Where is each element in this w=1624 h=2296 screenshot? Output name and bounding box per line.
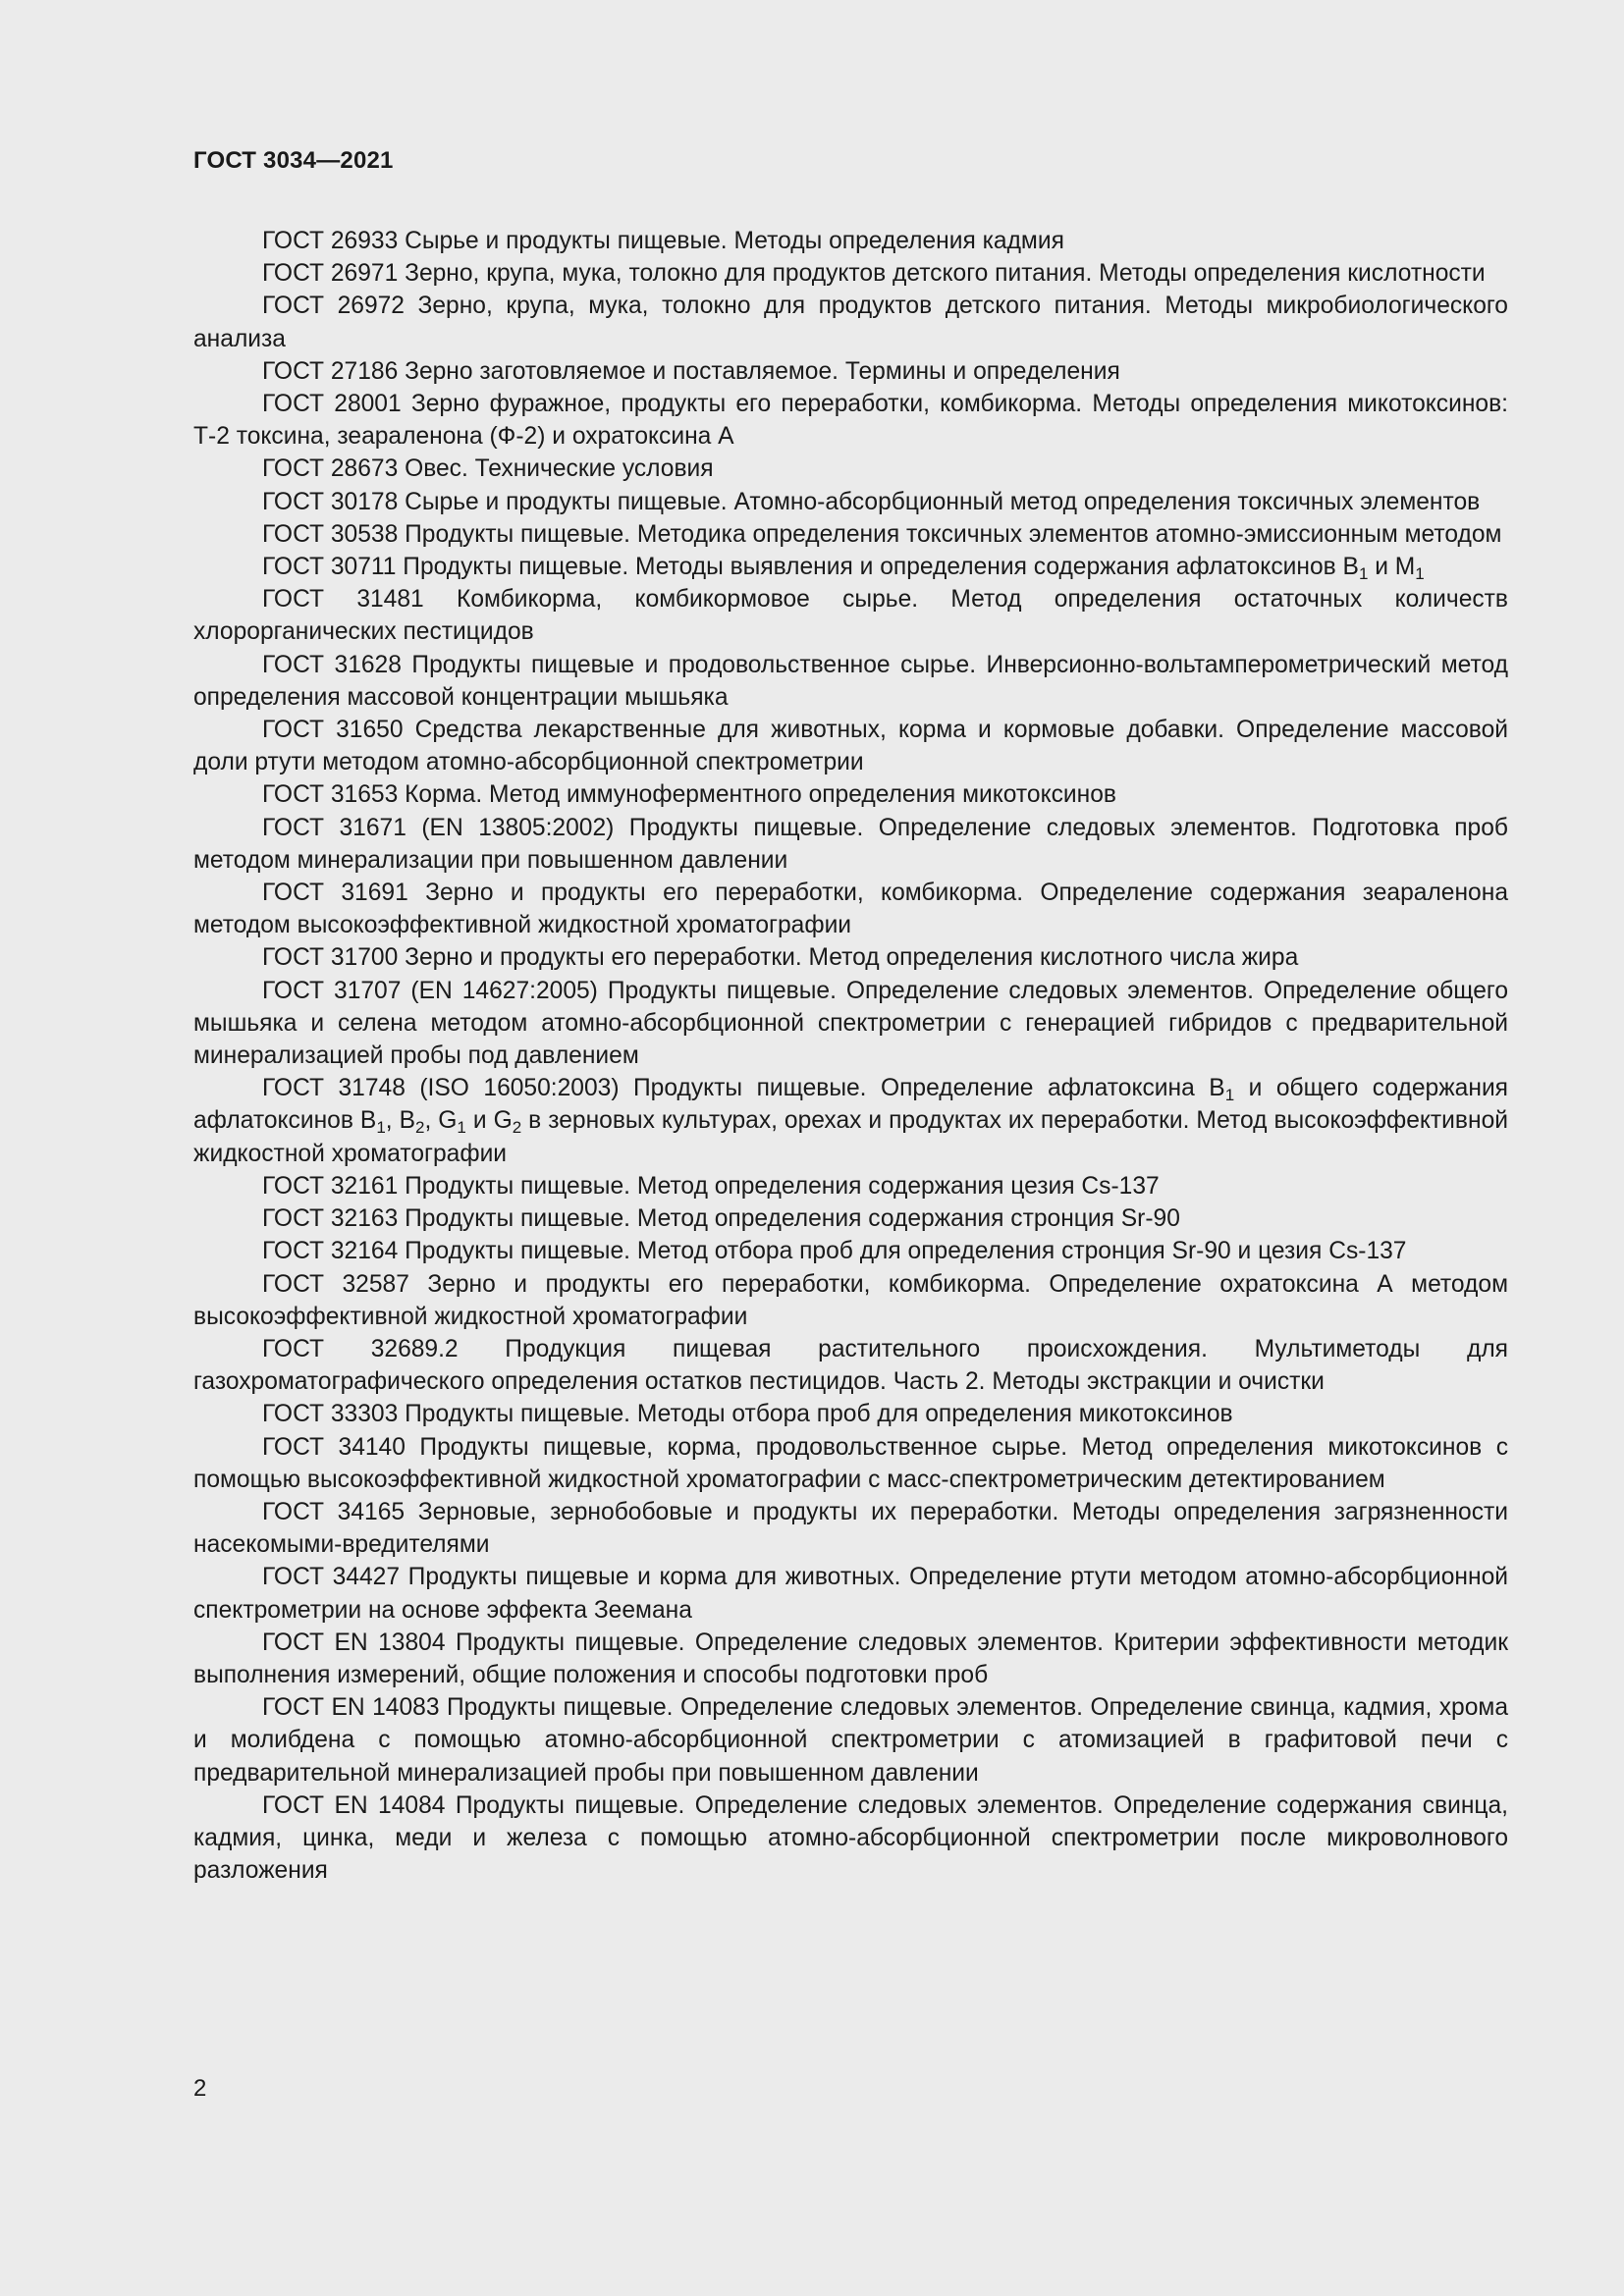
- subscript: 1: [457, 1118, 466, 1138]
- reference-text: ГОСТ 30178 Сырье и продукты пищевые. Атомно-абсорбционный метод определения токсичных элементов: [262, 488, 1481, 515]
- reference-text: ГОСТ 28673 Овес. Технические условия: [262, 455, 714, 483]
- reference-entry: [193, 290, 1508, 354]
- document-header: ГОСТ 3034—2021: [193, 147, 394, 174]
- subscript: 1: [1358, 564, 1369, 584]
- reference-entry: [193, 649, 1508, 714]
- reference-text: ГОСТ 26972 Зерно, крупа, мука, толокно для продуктов детского питания. Методы микробиологического анализа: [193, 293, 1508, 352]
- page-number: 2: [193, 2075, 207, 2102]
- reference-text: ГОСТ 32689.2 Продукция пищевая растительного происхождения. Мультиметоды для газохроматографического определения остатков пестицидов. Часть 2. Методы экстракции и очистки: [193, 1335, 1508, 1396]
- reference-entry: [193, 355, 1508, 388]
- reference-text: ГОСТ 31707 (EN 14627:2005) Продукты пищевые. Определение следовых элементов. Определение общего мышьяка и селена методом атомно-абсорбционной спектрометрии с генерацией гибридов с предварительной минерализацией пробы под давлением: [193, 977, 1508, 1070]
- reference-text: ГОСТ 33303 Продукты пищевые. Методы отбора проб для определения микотоксинов: [262, 1401, 1233, 1428]
- reference-entry: [193, 453, 1508, 485]
- reference-entry: [193, 1627, 1508, 1691]
- reference-entry: [193, 583, 1508, 648]
- reference-text: ГОСТ 30538 Продукты пищевые. Методика определения токсичных элементов атомно-эмиссионным методом: [262, 520, 1502, 548]
- reference-text: ГОСТ 31691 Зерно и продукты его переработки, комбикорма. Определение содержания зеараленона методом высокоэффективной жидкостной хроматографии: [193, 880, 1508, 939]
- reference-text: ГОСТ EN 14083 Продукты пищевые. Определение следовых элементов. Определение свинца, кадмия, хрома и молибдена с помощью атомно-абсорбционной спектрометрии с атомизацией в графитовой печи с предварительной минерализацией пробы при повышенном давлении: [193, 1694, 1508, 1787]
- reference-entry: [193, 1268, 1508, 1333]
- subscript: 1: [1415, 564, 1425, 584]
- reference-entry: [193, 1333, 1508, 1398]
- reference-entry: [193, 518, 1508, 551]
- reference-entry: [193, 1789, 1508, 1888]
- normative-references-list: [193, 225, 1508, 1887]
- reference-text: ГОСТ 31700 Зерно и продукты его переработки. Метод определения кислотного числа жира: [262, 944, 1299, 972]
- subscript: 2: [415, 1118, 425, 1138]
- reference-text: ГОСТ 26971 Зерно, крупа, мука, толокно для продуктов детского питания. Методы определения кислотности: [262, 260, 1486, 288]
- reference-entry: [193, 1691, 1508, 1789]
- reference-text: ГОСТ 32163 Продукты пищевые. Метод определения содержания стронция Sr-90: [262, 1205, 1180, 1233]
- reference-text: ГОСТ 31628 Продукты пищевые и продовольственное сырье. Инверсионно-вольтамперометрический метод определения массовой концентрации мышьяка: [193, 651, 1508, 711]
- reference-text: ГОСТ 31671 (EN 13805:2002) Продукты пищевые. Определение следовых элементов. Подготовка проб методом минерализации при повышенном давлении: [193, 814, 1508, 874]
- reference-entry: [193, 225, 1508, 257]
- reference-entry: [193, 1561, 1508, 1626]
- reference-entry: [193, 714, 1508, 778]
- reference-text: и М: [1368, 554, 1416, 581]
- reference-entry: [193, 1202, 1508, 1235]
- reference-entry: [193, 778, 1508, 811]
- reference-text: ГОСТ EN 13804 Продукты пищевые. Определение следовых элементов. Критерии эффективности методик выполнения измерений, общие положения и способы подготовки проб: [193, 1629, 1508, 1688]
- reference-text: ГОСТ 32164 Продукты пищевые. Метод отбора проб для определения стронция Sr-90 и цезия Cs-137: [262, 1238, 1407, 1265]
- reference-entry: [193, 1235, 1508, 1267]
- reference-text: , В: [385, 1107, 415, 1135]
- reference-entry: [193, 388, 1508, 453]
- reference-text: ГОСТ 28001 Зерно фуражное, продукты его переработки, комбикорма. Методы определения микотоксинов: Т-2 токсина, зеараленона (Ф-2) и охратоксина А: [193, 391, 1508, 451]
- reference-text: ГОСТ 31653 Корма. Метод иммуноферментного определения микотоксинов: [262, 781, 1116, 809]
- reference-entry: [193, 1496, 1508, 1561]
- subscript: 2: [512, 1118, 522, 1138]
- reference-entry: [193, 1431, 1508, 1496]
- reference-entry: [193, 941, 1508, 974]
- reference-text: ГОСТ 32587 Зерно и продукты его переработки, комбикорма. Определение охратоксина А методом высокоэффективной жидкостной хроматографии: [193, 1270, 1508, 1330]
- reference-text: ГОСТ 31481 Комбикорма, комбикормовое сырье. Метод определения остаточных количеств хлорорганических пестицидов: [193, 586, 1508, 646]
- reference-text: ГОСТ 31748 (ISO 16050:2003) Продукты пищевые. Определение афлатоксина В: [262, 1075, 1225, 1102]
- reference-text: ГОСТ 34140 Продукты пищевые, корма, продовольственное сырье. Метод определения микотоксинов с помощью высокоэффективной жидкостной хроматографии с масс-спектрометрическим детектированием: [193, 1433, 1508, 1493]
- reference-text: ГОСТ 32161 Продукты пищевые. Метод определения содержания цезия Cs-137: [262, 1172, 1160, 1200]
- reference-entry: [193, 975, 1508, 1073]
- reference-text: ГОСТ 26933 Сырье и продукты пищевые. Методы определения кадмия: [262, 228, 1064, 254]
- subscript: 1: [376, 1118, 386, 1138]
- reference-entry: [193, 1398, 1508, 1430]
- reference-text: ГОСТ EN 14084 Продукты пищевые. Определение следовых элементов. Определение содержания свинца, кадмия, цинка, меди и железа с помощью атомно-абсорбционной спектрометрии после микроволнового разложения: [193, 1791, 1508, 1885]
- reference-entry: [193, 1170, 1508, 1202]
- reference-text: ГОСТ 34165 Зерновые, зернобобовые и продукты их переработки. Методы определения загрязненности насекомыми-вредителями: [193, 1498, 1508, 1559]
- reference-entry: [193, 257, 1508, 290]
- reference-entry: [193, 877, 1508, 941]
- reference-text: и G: [465, 1107, 513, 1135]
- reference-entry: [193, 812, 1508, 877]
- reference-entry: [193, 486, 1508, 518]
- reference-text: ГОСТ 30711 Продукты пищевые. Методы выявления и определения содержания афлатоксинов В: [262, 554, 1359, 581]
- reference-text: ГОСТ 31650 Средства лекарственные для животных, корма и кормовые добавки. Определение массовой доли ртути методом атомно-абсорбционной спектрометрии: [193, 717, 1508, 776]
- reference-text: ГОСТ 27186 Зерно заготовляемое и поставляемое. Термины и определения: [262, 357, 1120, 385]
- reference-text: , G: [424, 1107, 458, 1135]
- reference-entry: [193, 551, 1508, 583]
- reference-text: ГОСТ 34427 Продукты пищевые и корма для животных. Определение ртути методом атомно-абсорбционной спектрометрии на основе эффекта Зеемана: [193, 1564, 1508, 1624]
- reference-text: в зерновых культурах, орехах и продуктах их переработки. Метод высокоэффективной жидкостной хроматографии: [193, 1107, 1508, 1167]
- reference-entry: [193, 1072, 1508, 1170]
- reference-text: и общего содержания афлатоксинов В: [193, 1075, 1508, 1135]
- subscript: 1: [1224, 1086, 1235, 1105]
